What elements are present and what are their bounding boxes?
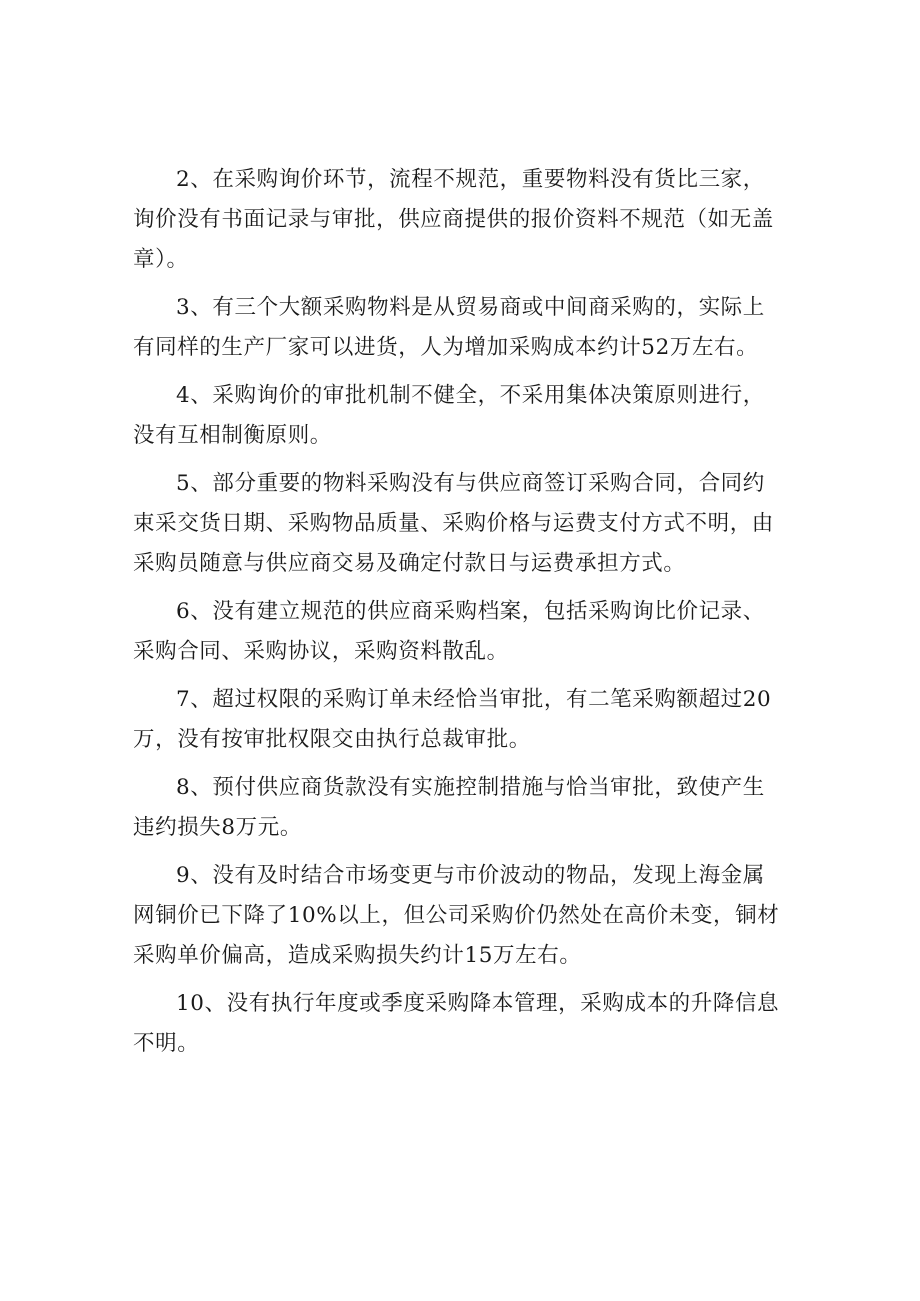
document-body bbox=[133, 160, 799, 1072]
text-line: 采购员随意与供应商交易及确定付款日与运费承担方式。 bbox=[133, 551, 686, 576]
text-line: 网铜价已下降了10%以上，但公司采购价仍然处在高价未变，铜材 bbox=[133, 903, 780, 928]
text-line: 6、没有建立规范的供应商采购档案，包括采购询比价记录、 bbox=[176, 599, 765, 624]
paragraph-item-7 bbox=[133, 680, 799, 760]
text-line: 违约损失8万元。 bbox=[133, 815, 302, 840]
text-line: 万，没有按审批权限交由执行总裁审批。 bbox=[133, 727, 531, 752]
text-line: 有同样的生产厂家可以进货，人为增加采购成本约计52万左右。 bbox=[133, 335, 759, 360]
text-line: 9、没有及时结合市场变更与市价波动的物品，发现上海金属 bbox=[176, 863, 765, 888]
text-line: 询价没有书面记录与审批，供应商提供的报价资料不规范（如无盖 bbox=[133, 207, 774, 232]
text-line: 8、预付供应商货款没有实施控制措施与恰当审批，致使产生 bbox=[176, 775, 765, 800]
text-line: 4、采购询价的审批机制不健全，不采用集体决策原则进行， bbox=[176, 383, 765, 408]
text-line: 采购单价偏高，造成采购损失约计15万左右。 bbox=[133, 943, 582, 968]
text-line: 采购合同、采购协议，采购资料散乱。 bbox=[133, 639, 509, 664]
text-line: 束采交货日期、采购物品质量、采购价格与运费支付方式不明，由 bbox=[133, 511, 774, 536]
paragraph-item-3 bbox=[133, 288, 799, 368]
text-line: 没有互相制衡原则。 bbox=[133, 423, 332, 448]
paragraph-item-5 bbox=[133, 464, 799, 584]
paragraph-item-4 bbox=[133, 376, 799, 456]
paragraph-item-2 bbox=[133, 160, 799, 280]
paragraph-item-6 bbox=[133, 592, 799, 672]
paragraph-item-10 bbox=[133, 984, 799, 1064]
paragraph-item-9 bbox=[133, 856, 799, 976]
text-line: 3、有三个大额采购物料是从贸易商或中间商采购的，实际上 bbox=[176, 295, 765, 320]
text-line: 7、超过权限的采购订单未经恰当审批，有二笔采购额超过20 bbox=[176, 687, 772, 712]
text-line: 不明。 bbox=[133, 1031, 200, 1056]
text-line: 章）。 bbox=[133, 247, 189, 272]
text-line: 10、没有执行年度或季度采购降本管理，采购成本的升降信息 bbox=[176, 991, 780, 1016]
paragraph-item-8 bbox=[133, 768, 799, 848]
text-line: 5、部分重要的物料采购没有与供应商签订采购合同，合同约 bbox=[176, 471, 765, 496]
text-line: 2、在采购询价环节，流程不规范，重要物料没有货比三家， bbox=[176, 167, 765, 192]
